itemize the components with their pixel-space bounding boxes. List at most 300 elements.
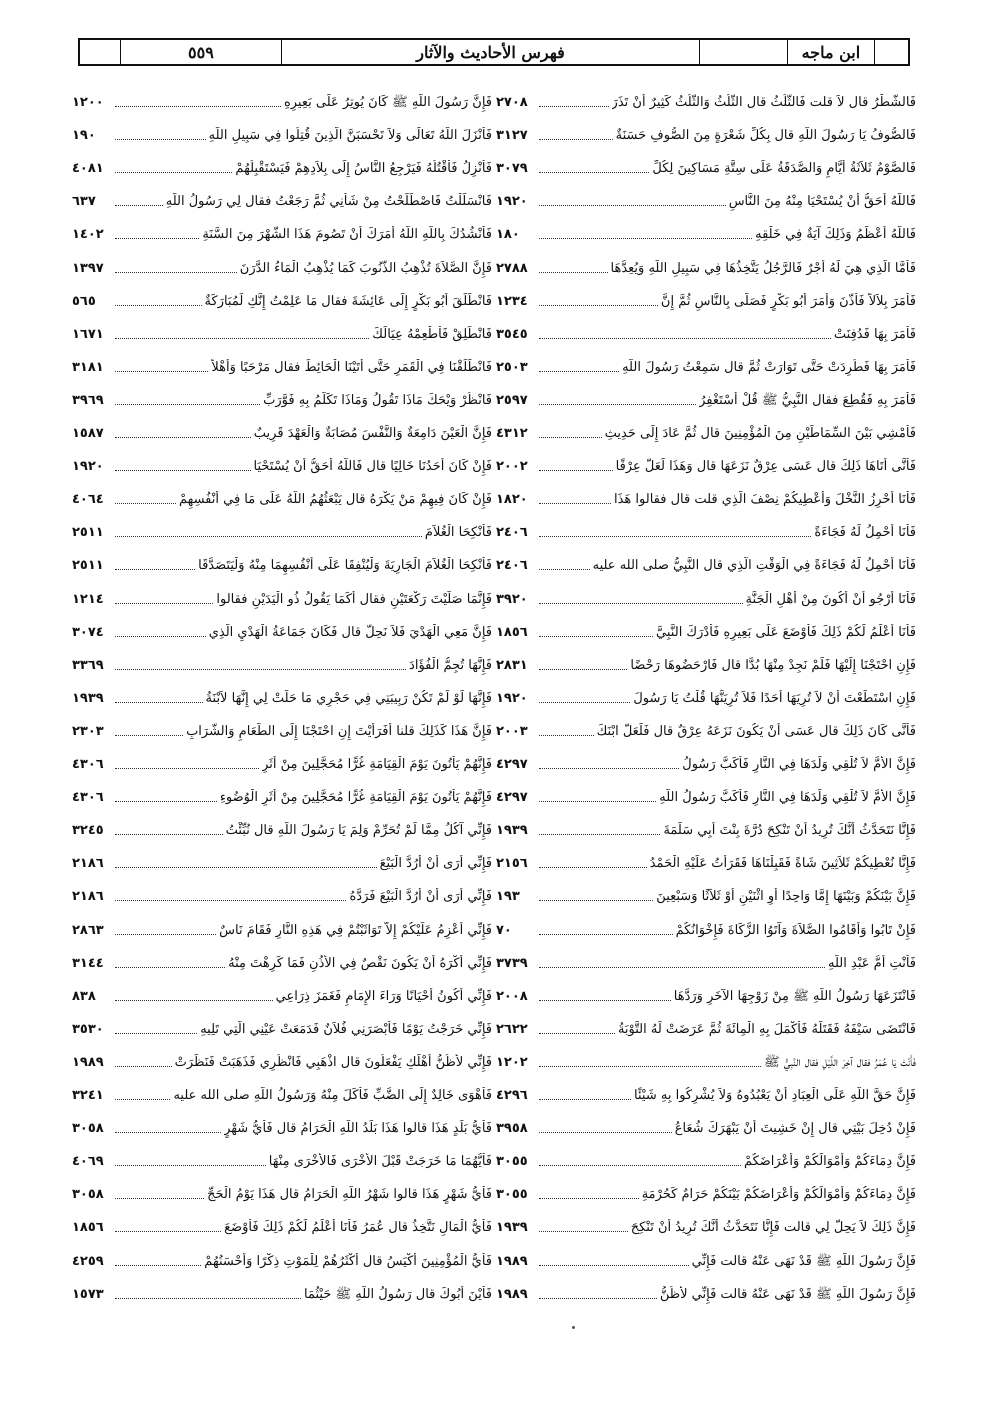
hadith-number: ٤٣٠٦ [72,790,104,806]
hadith-text: فَإِنْ دُخِلَ بَيْتِي قال إِنْ خَشِيتَ أَنْ يَبْهَرَكَ شُعَاعُ [674,1121,916,1137]
hadith-text: فَأَنَا أُحْرِزُ النَّخْلَ وَأُعْطِيكُمْ نِصْفَ الَّذِي قلت قال فقالوا هَذَا [614,492,916,508]
hadith-text: فَإِنَّ رَسُولَ اللّهِ ﷺ كَانَ يُوتِرُ عَلَى بَعِيرِهِ [283,95,492,110]
hadith-text: فَأَهْوَى خَالِدٌ إِلَى الضَّبِّ فَأَكَلَ مِنْهُ وَرَسُولُ اللّهِ صلى الله عليه [173,1088,492,1103]
dot-leader [539,934,673,935]
hadith-number: ٦٣٧ [72,194,96,210]
hadith-text: فَإِنْ كَانَ أَحَدُنَا خَالِيًا قال فَاللّهُ أَحَقُّ أَنْ يُسْتَحْيَا [253,459,492,475]
hadith-number: ٣٠٥٥ [496,1187,528,1203]
hadith-number: ١٩٣٩ [496,1220,528,1236]
hadith-number: ٤٠٦٩ [72,1154,104,1170]
dot-leader [115,702,203,703]
header-blank-middle [699,40,787,64]
dot-leader [115,1231,221,1232]
hadith-number: ٤٢٩٧ [496,757,528,772]
hadith-number: ٥٦٥ [72,293,96,309]
index-entry [496,682,916,708]
index-entry [496,649,916,675]
dot-leader [115,1165,266,1166]
dot-leader [539,371,619,372]
hadith-text: فَأَيُّ الْمُؤْمِنِينَ أَكْيَسُ قال أَكْثَرُهُمْ لِلْمَوْتِ ذِكْرًا وَأَحْسَنُهُمْ [204,1253,492,1269]
dot-leader [115,1265,201,1266]
index-entry [72,1046,492,1072]
index-entry [72,285,492,311]
hadith-number: ٨٣٨ [72,988,96,1004]
dot-leader [539,603,743,604]
hadith-number: ٣١٢٧ [496,128,528,144]
hadith-number: ٣٠٥٥ [496,1154,528,1170]
hadith-number: ٢٥٠٣ [496,359,528,375]
hadith-number: ١٩٣ [496,889,520,905]
hadith-text: فَأَيُّ شَهْرٍ هَذَا قالوا شَهْرُ اللّهِ الْحَرَامُ قال هَذَا يَوْمُ الْحَجِّ [207,1187,492,1203]
hadith-text: فَانْطَلَقْنَا فِي الْقَمَرِ حَتَّى أَتَيْنَا الْحَائِطَ فقال مَرْحَبًا وَأَهْلاً [211,359,492,375]
dot-leader [539,139,613,140]
hadith-number: ١٩٨٩ [496,1286,528,1302]
hadith-text: فَإِنَّهُمْ يَأْتُونَ يَوْمَ الْقِيَامَةِ غُرًّا مُحَجَّلِينَ مِنْ أَثَرِ [262,757,492,772]
dot-leader [539,967,825,968]
dot-leader [115,437,251,438]
dot-leader [115,272,237,273]
hadith-number: ٤٠٦٤ [72,492,104,508]
hadith-number: ٢٥١١ [72,558,104,574]
hadith-number: ٢١٥٦ [496,856,528,872]
hadith-number: ١٩٣٩ [72,690,104,706]
index-entry [496,218,916,244]
hadith-number: ١٩٣٩ [496,823,528,839]
hadith-text: فَإِنَّهَا تُجِمُّ الْفُؤَادَ [409,657,492,673]
hadith-text: فَإِنَّ الْعَيْنَ دَامِعَةٌ وَالنَّفْسَ مُصَابَةٌ وَالْعَهْدَ قَرِيبٌ [253,426,492,441]
hadith-text: فَإِنْ تَابُوا وَأَقَامُوا الصَّلاَةَ وَآتَوُا الزَّكَاةَ فَإِخْوَانُكُمْ [675,922,916,938]
hadith-text: فَإِنْ كَانَ فِيهِمْ مَنْ يَكْرَهُ قال يَبْعَثُهُمُ اللّهُ عَلَى مَا فِي أَنْفُسِهِمْ [178,492,492,508]
hadith-number: ٣٠٧٩ [496,161,528,177]
dot-leader [115,1000,273,1001]
hadith-number: ١٦٧١ [72,326,104,342]
index-entry [72,351,492,377]
hadith-number: ١٩٨٩ [496,1253,528,1269]
hadith-text: فَأَمَرَ بِهَا فَطُرِدَتْ حَتَّى تَوَارَتْ ثُمَّ قال سَمِعْتُ رَسُولَ اللّهِ [622,359,916,375]
index-entry [72,847,492,873]
hadith-text: فَإِنَّا نُعْطِيكُمْ ثَلاَثِينَ شَاةً فَقَبِلْنَاهَا فَقَرَأْتُ عَلَيْهِ الْحَمْدُ [649,856,916,872]
dot-leader [115,735,183,736]
hadith-number: ١٨٥٦ [496,624,528,640]
index-entry [72,616,492,642]
index-entry [72,748,492,774]
index-entry [72,682,492,708]
dot-leader [115,404,260,405]
dot-leader [539,338,831,339]
hadith-number: ٢٠٠٢ [496,459,528,475]
dot-leader [115,1132,221,1133]
dot-leader [539,1165,741,1166]
index-entry [496,252,916,278]
dot-leader [539,702,630,703]
hadith-number: ٧٠ [496,922,512,938]
hadith-number: ٣٧٣٩ [496,955,528,971]
hadith-text: فَإِنِ احْتَجْنَا إِلَيْهَا فَلَمْ نَجِدْ مِنْهَا بُدًّا قال فَارْحَضُوهَا رَحْضًا [630,657,916,673]
dot-leader [115,900,346,901]
hadith-number: ٢٤٠٦ [496,525,528,541]
index-entry [72,715,492,741]
dot-leader [539,106,609,107]
hadith-number: ٣٣٦٩ [72,657,104,673]
hadith-text: فَأَمَرَ بِهَا فَدُفِنَتْ [833,326,916,342]
hadith-number: ٤٢٥٩ [72,1253,104,1269]
dot-leader [539,735,594,736]
dot-leader [539,1000,671,1001]
hadith-number: ٣٥٤٥ [496,326,528,342]
dot-leader [539,636,653,637]
index-entry [496,1178,916,1204]
hadith-number: ١٩٢٠ [72,459,104,475]
index-entry [496,1046,916,1072]
dot-leader [115,669,406,670]
index-entry [496,516,916,542]
index-entry [496,1013,916,1039]
hadith-number: ١٣٩٧ [72,260,104,276]
hadith-number: ١٨٢٠ [496,492,528,508]
index-entry [496,351,916,377]
index-entry [72,1278,492,1304]
scan-speck [572,1326,575,1329]
hadith-number: ٣٩٦٩ [72,392,104,408]
hadith-text: فَإِنَّ ذَلِكَ لاَ يَحِلُّ لِي قالت فَإِنَّا نَتَحَدَّثُ أَنَّكَ تُرِيدُ أَنْ تَنْكِحَ [630,1220,916,1236]
hadith-text: فَأَنَا أَرْجُو أَنْ أَكُونَ مِنْ أَهْلِ الْجَنَّةِ [745,591,916,607]
hadith-number: ٢٠٠٨ [496,988,528,1004]
dot-leader [539,470,613,471]
dot-leader [539,503,611,504]
dot-leader [115,470,251,471]
hadith-number: ٤٣١٢ [496,426,528,441]
hadith-number: ١٤٠٢ [72,227,104,243]
dot-leader [115,536,422,537]
hadith-text: فَأَنْزَلَ اللّهُ تَعَالَى وَلاَ تَحْسَبَنَّ الَّذِينَ قُتِلُوا فِي سَبِيلِ اللّهِ [208,128,492,144]
index-entry [496,1245,916,1271]
hadith-number: ٢٠٠٣ [496,723,528,739]
hadith-number: ٣١٤٤ [72,955,104,971]
dot-leader [539,900,653,901]
dot-leader [539,1231,628,1232]
hadith-number: ٣١٨١ [72,359,104,375]
hadith-text: فَالشَّطْرُ قال لاَ قلت فَالثُّلُثُ قال الثُّلُثُ وَالثُّلُثُ كَثِيرٌ أَنْ تَذَرَ [611,95,916,110]
index-entry [72,417,492,443]
index-entry [72,649,492,675]
hadith-text: فَإِنَّ هَذَا كَذَلِكَ قلنا أَفَرَأَيْتَ إِنِ احْتَجْنَا إِلَى الطَّعَامِ وَالشَّرَابِ [186,723,492,739]
dot-leader [539,437,602,438]
hadith-text: فَإِنَّ بَيْنَكُمْ وَبَيْنَهَا إِمَّا وَاحِدًا أَوِ اثْنَيْنِ أَوْ ثَلاَثًا وَسَبْعِينَ [656,889,916,905]
index-entry [72,1178,492,1204]
index-entry [72,384,492,410]
hadith-number: ١٢٠٠ [72,95,104,110]
dot-leader [115,139,206,140]
dot-leader [539,867,647,868]
hadith-text: فَأَنَا أَحْمِلُ لَهُ فَجَاءَةً [814,525,916,541]
hadith-number: ٢٧٠٨ [496,95,528,110]
hadith-number: ١٩٨٩ [72,1054,104,1070]
index-entry [72,814,492,840]
dot-leader [539,238,752,239]
dot-leader [539,272,608,273]
index-entry [72,1145,492,1171]
hadith-text: فَأَيُّ الْمَالِ نَتَّخِذُ قال عُمَرُ فَأَنَا أَعْلَمُ لَكُمْ ذَلِكَ فَأَوْضَعَ [224,1220,492,1236]
hadith-text: فَإِنَّ الأُمَّ لاَ تُلْقِي وَلَدَهَا فِي النَّارِ فَأَكَبَّ رَسُولُ [682,757,916,772]
hadith-number: ٢٥٩٧ [496,392,528,408]
hadith-text: فَإِنَّهُمْ يَأْتُونَ يَوْمَ الْقِيَامَةِ غُرًّا مُحَجَّلِينَ مِنْ أَثَرِ الْوُضُوءِ [219,790,492,806]
index-entry [496,1211,916,1237]
index-entry [496,847,916,873]
hadith-text: فَإِنَّهَا لَوْ لَمْ تَكُنْ رَبِيبَتِي فِي حَجْرِي مَا حَلَّتْ لِي إِنَّهَا لاَبْنَةُ [205,690,492,706]
dot-leader [115,371,208,372]
dot-leader [539,1033,615,1034]
dot-leader [115,305,202,306]
index-entry [496,318,916,344]
index-entry [496,1079,916,1105]
hadith-number: ١٢٣٤ [496,293,528,309]
index-entry [496,781,916,807]
index-entry [496,86,916,112]
hadith-number: ٣٩٢٠ [496,591,528,607]
hadith-text: فَأَنَا أَحْمِلُ لَهُ فَجَاءَةً فِي الْوَقْتِ الَّذِي قال النَّبِيُّ صلى الله عليه [592,558,916,574]
hadith-number: ١٩٠ [72,128,96,144]
dot-leader [115,768,259,769]
hadith-text: فَأَمْشِي بَيْنَ السِّمَاطَيْنِ مِنَ الْمُؤْمِنِينَ قال ثُمَّ عَادَ إِلَى حَدِيثِ [604,426,916,441]
index-entry [72,1013,492,1039]
hadith-text: فَإِنَّ دِمَاءَكُمْ وَأَمْوَالَكُمْ وَأَعْرَاضَكُمْ بَيْنَكُمْ حَرَامٌ كَحُرْمَةِ [641,1187,916,1203]
page-header [78,38,910,66]
dot-leader [115,603,213,604]
dot-leader [115,867,377,868]
hadith-text: فَأَنَّى كَانَ ذَلِكَ قال عَسَى أَنْ يَكُونَ نَزَعَهُ عِرْقٌ قال فَلَعَلَّ ابْنَكَ [596,723,916,739]
hadith-number: ١٩٢٠ [496,194,528,210]
dot-leader [539,834,660,835]
hadith-text: فَأَيْنَ أَبُوكَ قال رَسُولُ اللّهِ ﷺ حَيْثُمَا [303,1286,492,1302]
hadith-text: فَأَيُّ بَلَدٍ هَذَا قالوا هَذَا بَلَدُ اللّهِ الْحَرَامُ قال فَأَيُّ شَهْرٍ [224,1121,492,1137]
hadith-text: فَأَمَرَ بِلاَلاً فَأَذَّنَ وَأَمَرَ أَبُو بَكْرٍ فَصَلَّى بِالنَّاسِ ثُمَّ إِنَّ [660,293,916,309]
hadith-number: ٢٧٨٨ [496,260,528,276]
hadith-number: ٢٤٠٦ [496,558,528,574]
hadith-text: فَأَنْشُدُكَ بِاللّهِ اللّهُ أَمَرَكَ أَنْ تَصُومَ هَذَا الشَّهْرَ مِنَ السَّنَةِ [202,227,492,243]
index-entry [496,914,916,940]
hadith-text: فَإِنِّي أَرَى أَنْ أَرُدَّ الْبَيْعَ فَرَدَّهُ [349,889,492,905]
index-entry [496,1145,916,1171]
hadith-number: ١٢٠٢ [496,1054,528,1070]
index-entry [496,450,916,476]
index-entry [72,450,492,476]
index-entry [496,483,916,509]
dot-leader [539,1198,639,1199]
hadith-number: ٢٨٣١ [496,657,528,673]
dot-leader [115,106,281,107]
index-entry [72,218,492,244]
hadith-text: فَإِنَّ رَسُولَ اللّهِ ﷺ قَدْ نَهَى عَنْهُ قالت فَإِنِّي [691,1253,916,1269]
hadith-text: فَانْتَضَى سَيْفَهُ فَقَتَلَهُ فَأَكْمَلَ بِهِ الْمِائَةَ ثُمَّ عَرَضَتْ لَهُ التَّوْبَةُ [617,1021,916,1037]
dot-leader [539,404,696,405]
hadith-text: فَإِنَّمَا صَلَّيْتَ رَكْعَتَيْنِ فقال أَكَمَا يَقُولُ ذُو الْيَدَيْنِ فقالوا [216,591,492,607]
hadith-text: فَإِنَّ الأُمَّ لاَ تُلْقِي وَلَدَهَا فِي النَّارِ فَأَكَبَّ رَسُولُ اللّهِ [659,790,916,806]
index-entry [496,549,916,575]
dot-leader [115,172,232,173]
index-entry [496,583,916,609]
hadith-number: ٤٣٠٦ [72,757,104,772]
page-number: ٥٥٩ [120,40,281,64]
hadith-number: ٢٥١١ [72,525,104,541]
dot-leader [539,1298,657,1299]
index-entry [496,285,916,311]
hadith-text: فَأَنْزِلُ فَأَقْتُلُهُ فَيَرْجِعُ النَّاسُ إِلَى بِلاَدِهِمْ فَيَسْتَقْبِلُهُمْ [235,161,492,177]
hadith-text: فَإِنَّا نَتَحَدَّثُ أَنَّكَ تُرِيدُ أَنْ تَنْكِحَ دُرَّةَ بِنْتَ أَبِي سَلَمَةَ [663,823,916,839]
hadith-text: فَانْطَلِقْ فَأَطْعِمْهُ عِيَالَكَ [372,326,492,342]
hadith-text: فَأَنَّى أَتَاهَا ذَلِكَ قال عَسَى عِرْقٌ نَزَعَهَا قال وَهَذَا لَعَلَّ عِرْقًا [615,459,916,475]
index-entry [72,86,492,112]
index-entry [496,417,916,443]
index-entry [496,384,916,410]
dot-leader [539,669,627,670]
hadith-text: فَأَنْكِحَا الْغُلاَمَ الْجَارِيَةَ وَلْيُنْفِقَا عَلَى أَنْفُسِهِمَا مِنْهُ وَلْيَتَصَدَّقَا [198,558,492,574]
dot-leader [115,1066,172,1067]
dot-leader [115,834,223,835]
hadith-number: ١٨٥٦ [72,1220,104,1236]
hadith-text: فَإِنَّ رَسُولَ اللّهِ ﷺ قَدْ نَهَى عَنْهُ قالت فَإِنِّي لأَظُنُّ [659,1286,916,1302]
index-entry [72,516,492,542]
index-entry [496,715,916,741]
hadith-number: ١٨٠ [496,227,520,243]
dot-leader [539,1066,761,1067]
index-entry [496,616,916,642]
hadith-text: فَانْسَلَلْتُ فَاصْطَلَحْتُ مِنْ شَأْنِي ثُمَّ رَجَعْتُ فقال لِي رَسُولُ اللّهِ [165,194,492,210]
dot-leader [115,1033,197,1034]
hadith-number: ٣٠٧٤ [72,624,104,640]
dot-leader [539,1099,631,1100]
dot-leader [115,934,216,935]
dot-leader [115,205,163,206]
dot-leader [539,305,658,306]
dot-leader [539,205,726,206]
hadith-text: فَإِنَّ مَعِي الْهَدْيَ فَلاَ نَحِلُّ قال فَكَانَ جَمَاعَةُ الْهَدْيِ الَّذِي [208,624,492,640]
dot-leader [539,1132,672,1133]
book-title: ابن ماجه [787,40,875,64]
hadith-text: فَإِنَّ الصَّلاَةَ تُذْهِبُ الذُّنُوبَ كَمَا يُذْهِبُ الْمَاءُ الدَّرَنَ [239,260,492,276]
dot-leader [539,801,656,802]
dot-leader [115,801,217,802]
hadith-text: فَاللّهُ أَعْظَمُ وَذَلِكَ آيَةٌ فِي خَلْقِهِ [755,227,916,243]
hadith-text: فَالصَّوْمُ ثَلاَثَةُ أَيَّامٍ وَالصَّدَقَةُ عَلَى سِتَّةِ مَسَاكِينَ لِكُلِّ [652,161,916,177]
index-entry [72,1245,492,1271]
hadith-number: ٢٦٢٢ [496,1021,528,1037]
index-entry [72,185,492,211]
index-entry [72,980,492,1006]
header-blank-left [80,40,120,64]
hadith-text: فَأَمَّا الَّذِي هِيَ لَهُ أَجْرٌ فَالرَّجُلُ يَتَّخِذُهَا فِي سَبِيلِ اللّهِ وَيُعِدُّهَا [610,260,916,276]
hadith-text: فَأَنَا أَعْلَمُ لَكُمْ ذَلِكَ فَأَوْضَعَ عَلَى بَعِيرِهِ فَأَدْرَكَ النَّبِيَّ [656,624,916,640]
hadith-text: فَانْظُرْ وَيْحَكَ مَاذَا تَقُولُ وَمَاذَا تَكَلَّمُ بِهِ فَوَّرَبِّ [263,392,492,408]
dot-leader [115,1298,301,1299]
index-entry [72,880,492,906]
dot-leader [539,569,590,570]
hadith-text: فَانْطَلَقَ أَبُو بَكْرٍ إِلَى عَائِشَةَ فقال مَا عَلِمْتُ إِنَّكِ لَمُبَارَكَةٌ [204,293,492,309]
hadith-text: فَإِنِّي أَعْزِمُ عَلَيْكُمْ إِلاَّ تَوَاثَبْتُمْ فِي هَذِهِ النَّارِ فَقَامَ نَاسٌ [219,922,492,938]
hadith-text: فَإِنَّ حَقَّ اللّهِ عَلَى الْعِبَادِ أَنْ يَعْبُدُوهُ وَلاَ يُشْرِكُوا بِهِ شَيْئًا [634,1088,916,1103]
hadith-number: ٤٠٨١ [72,161,104,177]
dot-leader [115,1099,170,1100]
hadith-text: فَأَنْتِ أُمُّ عَبْدِ اللّهِ [828,955,916,971]
hadith-text: فَأَنْتَ يَا عُمَرُ فقال آخِرَ اللَّيْلِ فقال النَّبِيُّ ﷺ [763,1054,916,1070]
index-entry [72,1112,492,1138]
hadith-text: فَالصُّوفُ يَا رَسُولَ اللّهِ قال بِكُلِّ شَعْرَةٍ مِنَ الصُّوفِ حَسَنَةٌ [615,128,916,144]
index-entry [496,185,916,211]
index-entry [72,252,492,278]
index-entry [496,814,916,840]
hadith-text: فَإِنِّي أَكُونُ أَحْيَانًا وَرَاءَ الإِمَامِ فَغَمَزَ ذِرَاعِي [275,988,492,1004]
index-entry [72,318,492,344]
hadith-number: ٢٨٦٣ [72,922,104,938]
index-entry [496,748,916,774]
index-entry [496,880,916,906]
hadith-text: فَإِنِّي أَكْرَهُ أَنْ يَكُونَ نَقْصٌ فِي الأُذُنِ فَمَا كَرِهْتَ مِنْهُ [228,955,492,971]
hadith-number: ٤٢٩٧ [496,790,528,806]
hadith-text: فَاللّهُ أَحَقُّ أَنْ يُسْتَحْيَا مِنْهُ مِنَ النَّاسِ [728,194,916,210]
dot-leader [539,536,811,537]
hadith-text: فَإِنِ اسْتَطَعْتَ أَنْ لاَ تُرِيَهَا أَحَدًا فَلاَ تُرِيَنَّهَا قُلْتُ يَا رَسُولَ [633,690,916,706]
hadith-text: فَإِنِّي لأَظُنُّ أَهْلَكِ يَفْعَلُونَ قال اذْهَبِي فَانْظُرِي فَذَهَبَتْ فَنَظَرَتْ [174,1054,492,1070]
hadith-number: ٤٢٩٦ [496,1088,528,1103]
dot-leader [115,1198,204,1199]
header-blank-right [874,40,908,64]
hadith-text: فَإِنِّي آكُلُ مِمَّا لَمْ تُحَرِّمْ وَلِمَ يَا رَسُولَ اللّهِ قال نُبِّئْتُ [225,823,492,839]
index-entry [72,781,492,807]
dot-leader [539,172,649,173]
dot-leader [115,338,369,339]
index-entry [496,1278,916,1304]
dot-leader [115,967,225,968]
dot-leader [115,238,199,239]
hadith-number: ٣٩٥٨ [496,1121,528,1137]
index-entry [72,583,492,609]
dot-leader [115,569,195,570]
index-entry [496,152,916,178]
index-entry [496,980,916,1006]
hadith-text: فَانْتَزَعَهَا رَسُولُ اللّهِ ﷺ مِنْ زَوْجِهَا الآخَرِ وَرَدَّهَا [673,988,916,1004]
hadith-number: ١٥٧٣ [72,1286,104,1302]
hadith-text: فَأَيُّهُمَا مَا خَرَجَتْ قَبْلَ الأُخْرَى فَالأُخْرَى مِنْهَا [268,1154,492,1170]
index-entry [496,947,916,973]
hadith-number: ١٥٨٧ [72,426,104,441]
index-entry [72,483,492,509]
dot-leader [539,1265,689,1266]
dot-leader [115,636,206,637]
hadith-text: فَإِنِّي خَرَجْتُ يَوْمًا فَأَبْصَرَنِي فُلاَنٌ فَدَمَعَتْ عَيْنِي الَّتِي تَلِيهِ [200,1021,492,1037]
dot-leader [539,768,679,769]
hadith-number: ٢١٨٦ [72,856,104,872]
hadith-number: ١٩٢٠ [496,690,528,706]
index-entry [72,1211,492,1237]
hadith-text: فَأَنْكِحَا الْغُلاَمَ [424,525,492,541]
index-entry [72,914,492,940]
hadith-number: ١٢١٤ [72,591,104,607]
hadith-number: ٢٣٠٣ [72,723,104,739]
hadith-number: ٢١٨٦ [72,889,104,905]
index-title: فهرس الأحاديث والآثار [281,40,699,64]
hadith-text: فَأَمَرَ بِهِ فَقُطِعَ فقال النَّبِيُّ ﷺ قُلْ أَسْتَغْفِرُ [699,392,916,408]
hadith-number: ٣٠٥٨ [72,1187,104,1203]
index-entry [72,549,492,575]
index-entry [72,1079,492,1105]
hadith-text: فَإِنِّي أَرَى أَنْ أَرُدَّ الْبَيْعَ [379,856,492,872]
hadith-number: ٣٢٤٥ [72,823,104,839]
hadith-number: ٣٥٣٠ [72,1021,104,1037]
index-entry [72,119,492,145]
hadith-number: ٣٢٤١ [72,1088,104,1103]
index-entry [496,119,916,145]
hadith-number: ٣٠٥٨ [72,1121,104,1137]
index-entry [72,152,492,178]
